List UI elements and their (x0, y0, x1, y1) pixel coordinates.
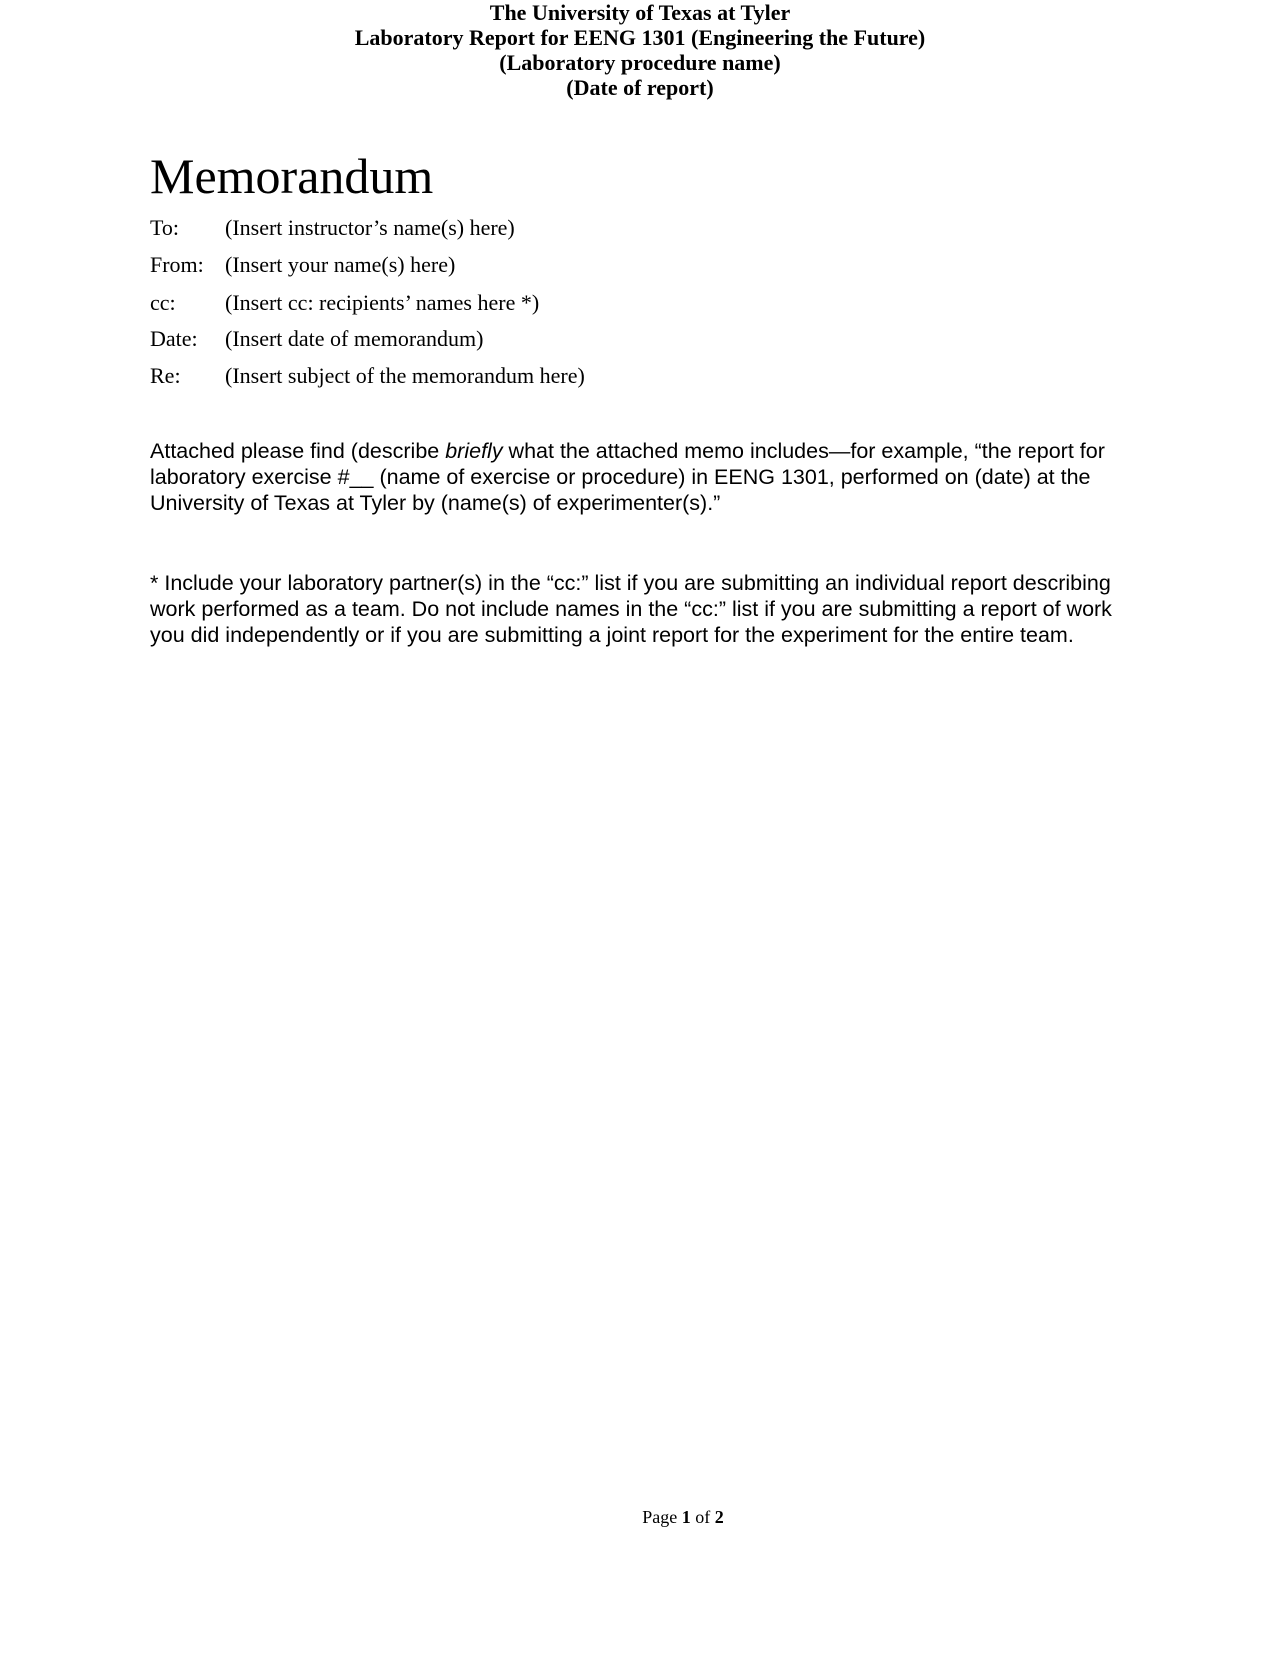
procedure-name: (Laboratory procedure name) (499, 50, 781, 75)
field-label: From: (150, 252, 204, 277)
field-value: (Insert instructor’s name(s) here) (225, 215, 515, 240)
attached-text-end: what the attached memo includes—for example, “the report for laboratory exercise #__ (name of exercise or procedure) in EENG 1301, performed on (date) at the University of Texas at Tyler by (name(s) of experimenter(s).” (150, 439, 1105, 515)
field-value: (Insert your name(s) here) (225, 252, 456, 277)
university-name: The University of Texas at Tyler (489, 0, 791, 25)
memo-field-date (150, 326, 483, 352)
report-date: (Date of report) (566, 75, 714, 100)
page-footer (0, 1506, 1280, 1528)
field-label: To: (150, 215, 180, 240)
field-label: Date: (150, 326, 198, 351)
current-page-number: 1 (681, 1507, 691, 1527)
field-label: Re: (150, 363, 181, 388)
field-value: (Insert subject of the memorandum here) (225, 363, 585, 388)
attached-paragraph (150, 438, 1135, 516)
attached-emphasis: briefly (445, 439, 503, 463)
memo-title: Memorandum (150, 148, 434, 204)
course-line: Laboratory Report for EENG 1301 (Engineering the Future) (354, 25, 926, 50)
memo-field-to (150, 215, 515, 241)
memo-field-re (150, 363, 585, 389)
total-pages: 2 (714, 1507, 724, 1527)
memo-field-cc (150, 290, 539, 316)
memo-field-from (150, 252, 455, 278)
field-value: (Insert cc: recipients’ names here *) (225, 290, 540, 315)
field-value: (Insert date of memorandum) (225, 326, 484, 351)
footnote-paragraph: * Include your laboratory partner(s) in the “cc:” list if you are submitting an individual report describing work performed as a team. Do not include names in the “cc:” list if you are submitting a report of work you did independently or if you are submitting a joint report for the experiment for the entire team. (150, 571, 1112, 647)
report-header (0, 0, 1280, 100)
field-label: cc: (150, 290, 176, 315)
page-word: Page (642, 1507, 678, 1527)
of-word: of (695, 1507, 711, 1527)
attached-text-start: Attached please find (describe (150, 439, 446, 463)
